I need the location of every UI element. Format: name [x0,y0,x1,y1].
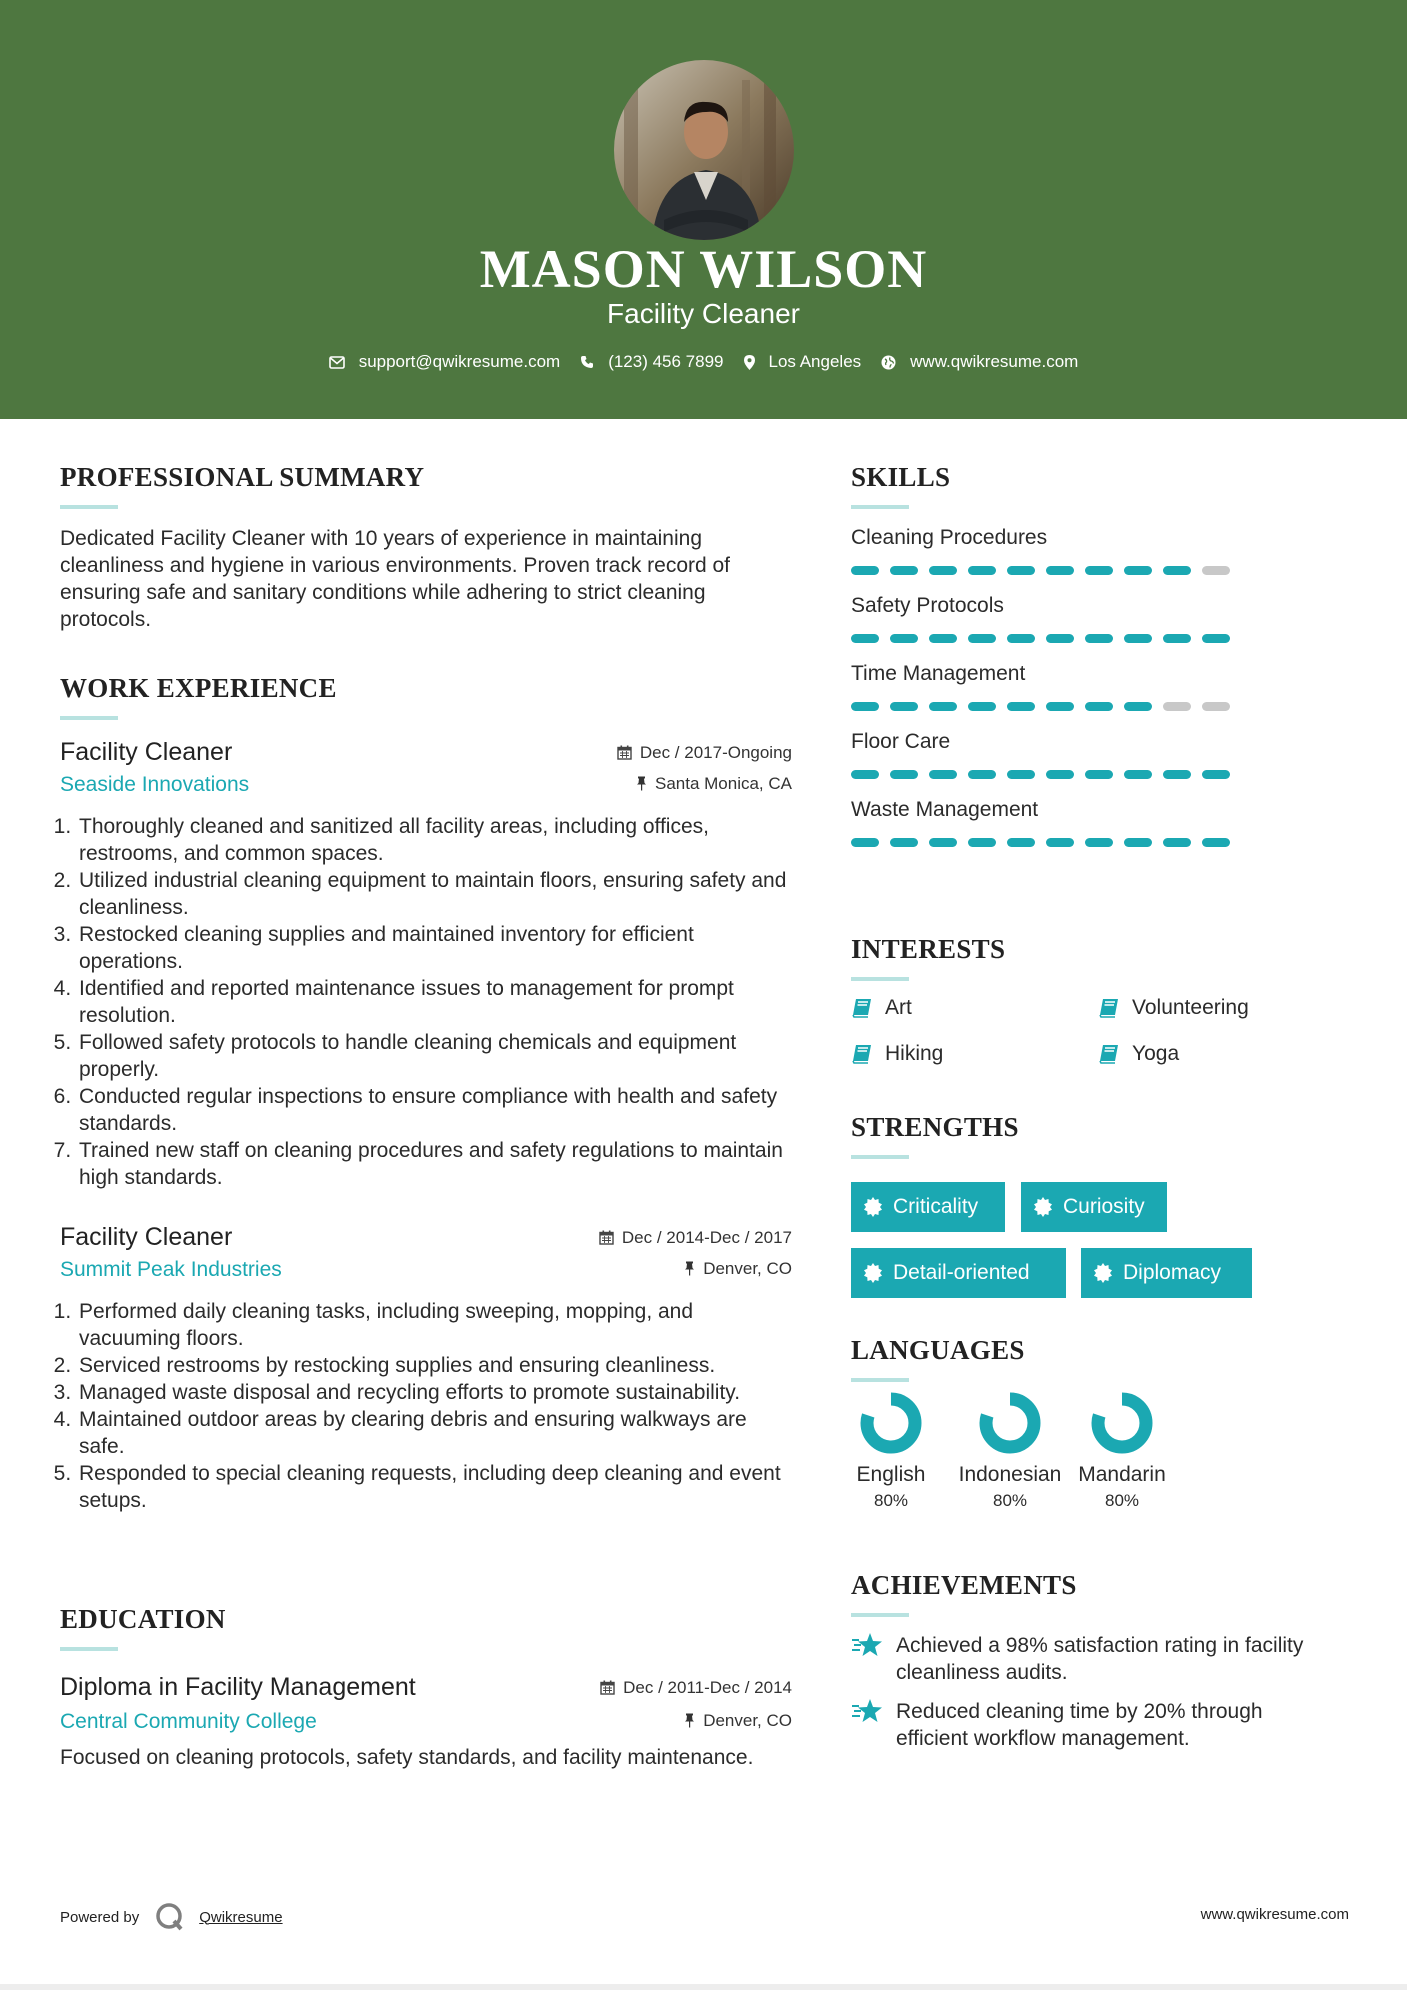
summary-text: Dedicated Facility Cleaner with 10 years of experience in maintaining cleanliness and hygiene in various environments. Proven track record of ensuring safe and sanitary conditions while adhering to strict cleaning protocols. [60,527,731,631]
skills-rule [851,505,909,509]
rating-dot [851,770,879,779]
interest-item [851,1042,943,1066]
job-bullets-1 [60,813,792,1191]
rating-dot [929,566,957,575]
language-ring [978,1391,1042,1455]
job-date-text-1: Dec / 2017-Ongoing [639,742,792,762]
interest-item [1098,1042,1179,1066]
rating-dot [1124,770,1152,779]
interest-item [851,996,912,1020]
calendar-icon [617,745,632,760]
skills-section [851,462,1351,847]
language-item [1062,1391,1182,1511]
left-column [60,462,792,1514]
calendar-icon [599,1230,614,1245]
job-company-2: Summit Peak Industries [60,1258,282,1281]
interests-section [851,934,1351,1074]
list-item: 7. Trained new staff on cleaning procedures and safety regulations to maintain high standards. [77,1137,792,1191]
experience-rule [60,716,118,720]
education-date [600,1678,792,1698]
contact-bar [0,352,1407,372]
candidate-name: MASON WILSON [479,239,928,299]
strength-badge [851,1248,1066,1298]
list-item: 2. Utilized industrial cleaning equipment to maintain floors, ensuring safety and cleanliness. [77,867,792,921]
phone-icon [580,355,594,369]
skill-name: Safety Protocols [851,594,1004,617]
list-item: 1. Performed daily cleaning tasks, including sweeping, mopping, and vacuuming floors. [77,1298,792,1352]
strengths-heading: STRENGTHS [851,1112,1019,1142]
education-text: Focused on cleaning protocols, safety standards, and facility maintenance. [60,1746,754,1769]
list-item: 4. Maintained outdoor areas by clearing debris and ensuring walkways are safe. [77,1406,792,1460]
summary-heading: PROFESSIONAL SUMMARY [60,462,425,492]
footer-website[interactable]: www.qwikresume.com [1200,1906,1349,1923]
job-bullets-2 [60,1298,792,1514]
star-icon [851,1632,884,1658]
rating-dot [1046,634,1074,643]
language-name: Mandarin [1078,1463,1166,1486]
achievement-text: Achieved a 98% satisfaction rating in facility cleanliness audits. [896,1634,1304,1684]
strength-label: Curiosity [1063,1195,1145,1218]
rating-dot [1085,634,1113,643]
rating-dot [968,566,996,575]
language-percent: 80% [992,1491,1028,1510]
rating-dot [1202,838,1230,847]
education-location [684,1711,792,1731]
rating-dot [929,770,957,779]
language-ring [1090,1391,1154,1455]
rating-dot [851,634,879,643]
language-percent: 80% [1104,1491,1140,1510]
job-location-text-2: Denver, CO [703,1258,792,1278]
rating-dot [890,634,918,643]
education-location-text: Denver, CO [703,1710,792,1730]
calendar-icon [600,1680,615,1695]
summary-rule [60,505,118,509]
rating-dot [929,838,957,847]
email-text: support@qwikresume.com [358,352,561,371]
rating-dot [1163,770,1191,779]
skills-list [851,526,1351,847]
contact-location [744,352,862,372]
job-date-2 [599,1228,792,1248]
rating-dot [929,702,957,711]
rating-dot [890,566,918,575]
school-name: Central Community College [60,1710,317,1733]
interest-label: Art [885,996,912,1019]
rating-dot [968,634,996,643]
rating-dot [1085,566,1113,575]
job-date-text-2: Dec / 2014-Dec / 2017 [621,1227,792,1247]
language-name: Indonesian [958,1463,1062,1486]
rating-dot [1085,702,1113,711]
language-ring-arc [986,1399,1034,1447]
footer-powered-by [60,1902,283,1932]
phone-text: (123) 456 7899 [608,352,724,371]
rating-dot [890,838,918,847]
strength-label: Criticality [893,1195,979,1218]
rating-dot [1007,702,1035,711]
rating-dot [1124,566,1152,575]
strength-badge [1081,1248,1252,1298]
candidate-title: Facility Cleaner [607,298,800,329]
strengths-section [851,1112,1351,1302]
skill-rating [851,566,1351,575]
rating-dot [1007,566,1035,575]
list-item: 4. Identified and reported maintenance issues to management for prompt resolution. [77,975,792,1029]
rating-dot [851,566,879,575]
job-entry-1 [60,738,792,1191]
rating-dot [1202,770,1230,779]
contact-email[interactable] [329,352,561,372]
rating-dot [1163,702,1191,711]
language-ring-arc [1098,1399,1146,1447]
skill-name: Time Management [851,662,1026,685]
rating-dot [1202,702,1230,711]
skill-item [851,662,1351,711]
pin-icon [684,1713,695,1728]
experience-heading: WORK EXPERIENCE [60,673,337,703]
book-icon [1098,1044,1120,1064]
education-date-text: Dec / 2011-Dec / 2014 [623,1677,792,1697]
rating-dot [890,702,918,711]
skill-name: Floor Care [851,730,951,753]
list-item: 1. Thoroughly cleaned and sanitized all facility areas, including offices, restrooms, and common spaces. [77,813,792,867]
brand-link[interactable]: Qwikresume [199,1908,283,1926]
job-location-text-1: Santa Monica, CA [654,773,792,793]
resume-header [0,0,1407,419]
strength-label: Diplomacy [1123,1261,1222,1284]
rating-dot [1124,838,1152,847]
skills-heading: SKILLS [851,462,951,492]
website-text: www.qwikresume.com [910,352,1079,371]
rating-dot [1007,838,1035,847]
rating-dot [968,838,996,847]
interest-label: Yoga [1132,1042,1180,1065]
rating-dot [929,634,957,643]
achievement-item [851,1698,1321,1752]
rating-dot [851,702,879,711]
rating-dot [1007,770,1035,779]
education-heading: EDUCATION [60,1604,226,1634]
education-section [60,1604,792,1771]
badge-icon [1033,1197,1053,1217]
language-name: English [856,1463,926,1486]
summary-section [60,462,792,633]
skill-name: Cleaning Procedures [851,526,1048,549]
language-percent: 80% [873,1491,909,1510]
experience-section [60,673,792,1514]
strength-badge [1021,1182,1167,1232]
rating-dot [1085,838,1113,847]
rating-dot [1202,566,1230,575]
skill-name: Waste Management [851,798,1039,821]
bottom-bar [0,1984,1407,1990]
rating-dot [1163,838,1191,847]
badge-icon [863,1263,883,1283]
strengths-rule [851,1155,909,1159]
list-item: 5. Responded to special cleaning requests, including deep cleaning and event setups. [77,1460,792,1514]
job-title-1: Facility Cleaner [60,738,233,766]
pin-icon [684,1261,695,1276]
contact-phone[interactable] [580,352,723,372]
envelope-icon [329,356,345,369]
language-item [950,1391,1070,1511]
interest-item [1098,996,1249,1020]
interest-label: Volunteering [1132,996,1249,1019]
rating-dot [1124,702,1152,711]
list-item: 6. Conducted regular inspections to ensure compliance with health and safety standards. [77,1083,792,1137]
book-icon [1098,998,1120,1018]
degree-title: Diploma in Facility Management [60,1673,416,1701]
job-date-1 [617,743,792,763]
interests-heading: INTERESTS [851,934,1006,964]
achievements-rule [851,1613,909,1617]
pin-icon [636,776,647,791]
job-location-1 [636,774,792,794]
job-entry-2 [60,1223,792,1514]
languages-heading: LANGUAGES [851,1335,1025,1365]
job-location-2 [684,1259,792,1279]
profile-photo [614,60,794,240]
strength-label: Detail-oriented [893,1261,1030,1284]
list-item: 2. Serviced restrooms by restocking supplies and ensuring cleanliness. [77,1352,792,1379]
badge-icon [863,1197,883,1217]
achievements-section [851,1570,1351,1770]
globe-icon [881,355,896,370]
contact-website[interactable] [881,352,1078,372]
rating-dot [1163,634,1191,643]
language-ring [859,1391,923,1455]
achievement-item [851,1632,1321,1686]
education-rule [60,1647,118,1651]
languages-rule [851,1378,909,1382]
achievement-text: Reduced cleaning time by 20% through efficient workflow management. [896,1700,1263,1750]
job-title-2: Facility Cleaner [60,1223,233,1251]
rating-dot [968,770,996,779]
map-pin-icon [744,355,755,370]
rating-dot [1163,566,1191,575]
achievements-heading: ACHIEVEMENTS [851,1570,1077,1600]
skill-rating [851,702,1351,711]
location-text: Los Angeles [768,352,862,371]
book-icon [851,998,873,1018]
skill-item [851,798,1351,847]
rating-dot [968,702,996,711]
language-item [831,1391,951,1511]
rating-dot [1046,838,1074,847]
skill-item [851,730,1351,779]
list-item: 3. Restocked cleaning supplies and maintained inventory for efficient operations. [77,921,792,975]
powered-by-label: Powered by [60,1908,140,1926]
book-icon [851,1044,873,1064]
skill-item [851,594,1351,643]
rating-dot [890,770,918,779]
qwikresume-logo-icon [155,1902,185,1932]
rating-dot [1046,566,1074,575]
interest-label: Hiking [885,1042,944,1065]
rating-dot [1124,634,1152,643]
skill-rating [851,634,1351,643]
rating-dot [1046,770,1074,779]
rating-dot [1007,634,1035,643]
skill-rating [851,770,1351,779]
badge-icon [1093,1263,1113,1283]
rating-dot [851,838,879,847]
languages-section [851,1335,1351,1535]
star-icon [851,1698,884,1724]
list-item: 3. Managed waste disposal and recycling efforts to promote sustainability. [77,1379,792,1406]
language-ring-arc [867,1399,915,1447]
job-company-1: Seaside Innovations [60,773,250,796]
skill-rating [851,838,1351,847]
rating-dot [1202,634,1230,643]
skill-item [851,526,1351,575]
interests-rule [851,977,909,981]
rating-dot [1085,770,1113,779]
rating-dot [1046,702,1074,711]
list-item: 5. Followed safety protocols to handle cleaning chemicals and equipment properly. [77,1029,792,1083]
strength-badge [851,1182,1005,1232]
